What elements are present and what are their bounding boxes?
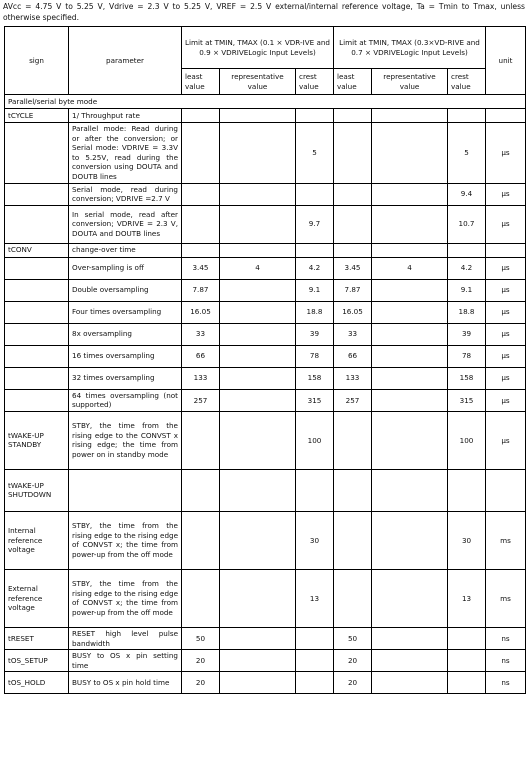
cell-typ1 [220,109,296,123]
table-row [5,345,526,367]
cell-min2: 20 [334,672,372,694]
cell-max1: 30 [296,511,334,569]
cell-typ1 [220,243,296,257]
cell-unit: μs [486,367,526,389]
cell-unit: μs [486,257,526,279]
cell-min1 [182,569,220,627]
cell-min2: 16.05 [334,301,372,323]
cell-unit [486,469,526,511]
cell-typ1 [220,301,296,323]
cell-sign: tCYCLE [5,109,69,123]
cell-max1: 39 [296,323,334,345]
cell-min1 [182,183,220,205]
table-body [5,109,526,694]
cell-typ2 [372,183,448,205]
cell-sign [5,123,69,184]
table-row [5,279,526,301]
cell-typ2 [372,301,448,323]
cell-param: Parallel mode: Read during or after the conversion; or Serial mode: VDRIVE = 3.3V to 5.25V, read during the conversion using DOUTA and DOUTB lines [69,123,182,184]
cell-typ2 [372,389,448,411]
cell-max2 [448,650,486,672]
cell-unit: μs [486,279,526,301]
cell-min2: 7.87 [334,279,372,301]
cell-min1: 16.05 [182,301,220,323]
table-row [5,569,526,627]
header-limit-group-1: Limit at TMIN, TMAX (0.1 × VDR-IVE and 0.9 × VDRIVELogic Input Levels) [182,27,334,69]
cell-param: Over-sampling is off [69,257,182,279]
cell-sign [5,301,69,323]
cell-sign: tWAKE-UP STANDBY [5,411,69,469]
cell-min1 [182,205,220,243]
cell-min1 [182,109,220,123]
cell-param: 32 times oversampling [69,367,182,389]
cell-min2: 50 [334,627,372,649]
intro-text: AVcc = 4.75 V to 5.25 V, Vdrive = 2.3 V to 5.25 V, VREF = 2.5 V external/internal reference voltage, Ta = Tmin to Tmax, unless otherwise specified. [3,2,525,22]
cell-typ1 [220,345,296,367]
cell-max2: 30 [448,511,486,569]
header-limit-group-2: Limit at TMIN, TMAX (0.3×VD-RIVE and 0.7 × VDRIVELogic Input Levels) [334,27,486,69]
cell-typ1 [220,411,296,469]
cell-min1: 7.87 [182,279,220,301]
cell-min2: 66 [334,345,372,367]
cell-param: 16 times oversampling [69,345,182,367]
cell-min1: 20 [182,650,220,672]
cell-min1: 257 [182,389,220,411]
cell-max2: 39 [448,323,486,345]
cell-max2 [448,243,486,257]
cell-typ1 [220,627,296,649]
header-representative-2: representative value [372,69,448,95]
cell-min1: 33 [182,323,220,345]
cell-typ2 [372,672,448,694]
cell-sign [5,205,69,243]
cell-min1: 133 [182,367,220,389]
cell-max1: 18.8 [296,301,334,323]
table-row [5,389,526,411]
cell-min1 [182,511,220,569]
cell-typ2 [372,627,448,649]
cell-max1 [296,672,334,694]
cell-sign: tWAKE-UP SHUTDOWN [5,469,69,511]
cell-typ2 [372,109,448,123]
cell-typ1 [220,389,296,411]
cell-unit: μs [486,389,526,411]
table-row [5,183,526,205]
header-crest-2: crest value [448,69,486,95]
table-row [5,511,526,569]
cell-typ2 [372,411,448,469]
cell-max1: 158 [296,367,334,389]
cell-sign: tCONV [5,243,69,257]
cell-max1: 4.2 [296,257,334,279]
cell-max1 [296,627,334,649]
cell-max2: 9.1 [448,279,486,301]
header-parameter: parameter [69,27,182,95]
cell-typ2 [372,367,448,389]
cell-max2: 315 [448,389,486,411]
cell-min1 [182,411,220,469]
cell-max1 [296,183,334,205]
cell-typ2: 4 [372,257,448,279]
header-unit: unit [486,27,526,95]
table-row [5,367,526,389]
cell-param [69,469,182,511]
cell-typ2 [372,323,448,345]
cell-param: Four times oversampling [69,301,182,323]
cell-min2 [334,243,372,257]
cell-unit: ms [486,569,526,627]
cell-param: 1/ Throughput rate [69,109,182,123]
table-row [5,672,526,694]
cell-param: change-over time [69,243,182,257]
header-sign: sign [5,27,69,95]
table-row [5,257,526,279]
table-row [5,627,526,649]
table-row [5,469,526,511]
cell-param: Serial mode, read during conversion; VDRIVE =2.7 V [69,183,182,205]
cell-param: 8x oversampling [69,323,182,345]
cell-unit: ns [486,650,526,672]
cell-param: Double oversampling [69,279,182,301]
cell-sign [5,345,69,367]
cell-max1 [296,109,334,123]
cell-typ1 [220,123,296,184]
cell-min1: 20 [182,672,220,694]
cell-sign [5,183,69,205]
cell-param: STBY, the time from the rising edge to the CONVST x rising edge; the time from power on in standby mode [69,411,182,469]
cell-max2: 158 [448,367,486,389]
cell-param: STBY, the time from the rising edge to the rising edge of CONVST x; the time from power-up from the off mode [69,511,182,569]
table-row [5,323,526,345]
cell-param: BUSY to OS x pin setting time [69,650,182,672]
cell-sign [5,323,69,345]
header-row-1 [5,27,526,69]
cell-param: RESET high level pulse bandwidth [69,627,182,649]
section-row [5,95,526,109]
cell-min2 [334,183,372,205]
cell-typ2 [372,650,448,672]
cell-sign [5,367,69,389]
header-least-2: least value [334,69,372,95]
cell-unit: μs [486,323,526,345]
cell-max2: 5 [448,123,486,184]
cell-min2 [334,569,372,627]
cell-sign [5,279,69,301]
cell-unit [486,109,526,123]
cell-typ1 [220,367,296,389]
cell-typ1 [220,672,296,694]
cell-param: BUSY to OS x pin hold time [69,672,182,694]
cell-min2: 20 [334,650,372,672]
header-representative-1: representative value [220,69,296,95]
cell-unit: μs [486,123,526,184]
cell-typ2 [372,205,448,243]
cell-typ2 [372,569,448,627]
cell-sign: tOS_SETUP [5,650,69,672]
cell-max1: 100 [296,411,334,469]
cell-min2: 133 [334,367,372,389]
cell-max1 [296,650,334,672]
cell-min2 [334,205,372,243]
cell-typ1 [220,205,296,243]
cell-max2 [448,627,486,649]
cell-max2: 10.7 [448,205,486,243]
cell-typ2 [372,123,448,184]
cell-typ2 [372,511,448,569]
cell-unit: μs [486,345,526,367]
cell-unit: ns [486,627,526,649]
header-least-1: least value [182,69,220,95]
cell-param: 64 times oversampling (not supported) [69,389,182,411]
cell-unit: μs [486,301,526,323]
table-row [5,243,526,257]
timing-spec-table [4,26,526,694]
cell-unit: μs [486,183,526,205]
cell-unit: ms [486,511,526,569]
cell-max1: 5 [296,123,334,184]
cell-min2 [334,511,372,569]
cell-unit [486,243,526,257]
cell-sign: External reference voltage [5,569,69,627]
cell-typ2 [372,243,448,257]
cell-max2 [448,469,486,511]
cell-sign: tOS_HOLD [5,672,69,694]
cell-max1 [296,243,334,257]
cell-min1 [182,123,220,184]
section-title: Parallel/serial byte mode [5,95,526,109]
cell-typ1 [220,323,296,345]
cell-typ1 [220,279,296,301]
cell-min2 [334,123,372,184]
cell-max2: 78 [448,345,486,367]
cell-typ1: 4 [220,257,296,279]
cell-typ1 [220,469,296,511]
cell-unit: μs [486,205,526,243]
cell-min2: 257 [334,389,372,411]
cell-sign [5,257,69,279]
cell-param: STBY, the time from the rising edge to the rising edge of CONVST x; the time from power-up from the off mode [69,569,182,627]
cell-max2 [448,109,486,123]
cell-typ1 [220,183,296,205]
cell-min2: 3.45 [334,257,372,279]
cell-min1: 66 [182,345,220,367]
cell-typ1 [220,569,296,627]
cell-max1: 9.1 [296,279,334,301]
cell-max1: 9.7 [296,205,334,243]
cell-min2 [334,109,372,123]
cell-unit: μs [486,411,526,469]
cell-typ1 [220,511,296,569]
cell-min1 [182,469,220,511]
table-row [5,123,526,184]
table-row [5,411,526,469]
cell-max2: 4.2 [448,257,486,279]
cell-min2: 33 [334,323,372,345]
cell-max1: 78 [296,345,334,367]
cell-max1 [296,469,334,511]
table-row [5,301,526,323]
table-row [5,109,526,123]
cell-max1: 13 [296,569,334,627]
cell-sign [5,389,69,411]
cell-min2 [334,411,372,469]
cell-max2: 18.8 [448,301,486,323]
cell-min1: 50 [182,627,220,649]
cell-typ2 [372,279,448,301]
cell-typ2 [372,469,448,511]
cell-typ1 [220,650,296,672]
table-row [5,650,526,672]
cell-max2: 13 [448,569,486,627]
cell-typ2 [372,345,448,367]
cell-max1: 315 [296,389,334,411]
cell-max2 [448,672,486,694]
cell-max2: 100 [448,411,486,469]
cell-min2 [334,469,372,511]
cell-sign: Internal reference voltage [5,511,69,569]
header-crest-1: crest value [296,69,334,95]
cell-unit: ns [486,672,526,694]
cell-sign: tRESET [5,627,69,649]
cell-max2: 9.4 [448,183,486,205]
cell-min1 [182,243,220,257]
cell-min1: 3.45 [182,257,220,279]
table-row [5,205,526,243]
cell-param: In serial mode, read after conversion; VDRIVE = 2.3 V, DOUTA and DOUTB lines [69,205,182,243]
